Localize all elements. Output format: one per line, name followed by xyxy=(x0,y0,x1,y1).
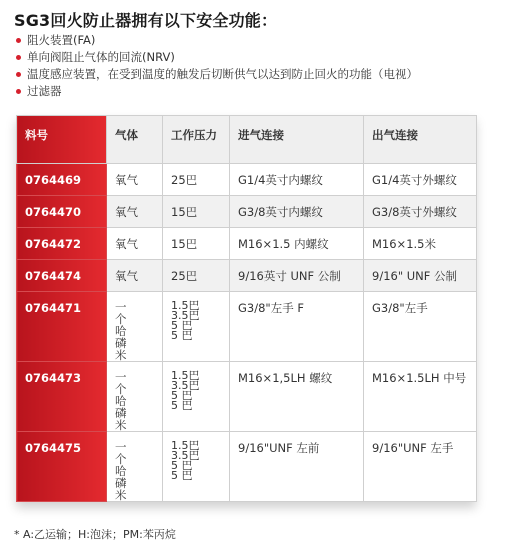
pressure-value: 5 巴 xyxy=(171,389,193,402)
part-number-cell: 0764471 xyxy=(17,292,107,362)
gas-vertical-text: 一个哈磷米 xyxy=(115,370,127,432)
pressure-value: 5 巴 xyxy=(171,469,193,482)
outlet-cell: 9/16" UNF 公制 xyxy=(364,260,477,292)
column-header-inlet: 进气连接 xyxy=(230,116,364,164)
gas-vertical-text: 一个哈磷米 xyxy=(115,440,127,502)
outlet-cell: 9/16"UNF 左手 xyxy=(364,432,477,502)
feature-item: 过滤器 xyxy=(14,83,418,100)
pressure-cell: 25巴 xyxy=(163,164,230,196)
feature-list xyxy=(14,32,418,100)
outlet-cell: G1/4英寸外螺纹 xyxy=(364,164,477,196)
feature-item: 阻火装置(FA) xyxy=(14,32,418,49)
gas-cell xyxy=(107,362,163,432)
pressure-value: 5 巴 xyxy=(171,459,193,472)
bullet-icon xyxy=(16,72,21,77)
gas-cell: 氧气 xyxy=(107,164,163,196)
pressure-cell: 25巴 xyxy=(163,260,230,292)
gas-vertical-text: 一个哈磷米 xyxy=(115,300,127,362)
inlet-cell: G3/8"左手 F xyxy=(230,292,364,362)
outlet-cell: G3/8"左手 xyxy=(364,292,477,362)
pressure-value: 1.5巴 xyxy=(171,299,200,312)
feature-item: 温度感应装置，在受到温度的触发后切断供气以达到防止回火的功能（电视） xyxy=(14,66,418,83)
pressure-value: 3.5巴 xyxy=(171,309,200,322)
page-title: SG3回火防止器拥有以下安全功能： xyxy=(14,11,278,30)
pressure-cell xyxy=(163,362,230,432)
pressure-cell: 15巴 xyxy=(163,228,230,260)
inlet-cell: M16×1,5LH 螺纹 xyxy=(230,362,364,432)
feature-item: 单向阀阻止气体的回流(NRV) xyxy=(14,49,418,66)
gas-cell: 氧气 xyxy=(107,228,163,260)
part-number-cell: 0764469 xyxy=(17,164,107,196)
column-header-gas: 气体 xyxy=(107,116,163,164)
bullet-icon xyxy=(16,89,21,94)
pressure-value: 3.5巴 xyxy=(171,379,200,392)
spec-table-container xyxy=(16,115,476,502)
inlet-cell: M16×1.5 内螺纹 xyxy=(230,228,364,260)
pressure-value: 5 巴 xyxy=(171,399,193,412)
footnote: * A:乙运输；H:泡沫；PM:苯丙烷 xyxy=(14,528,176,541)
part-number-cell: 0764470 xyxy=(17,196,107,228)
pressure-value: 3.5巴 xyxy=(171,449,200,462)
column-header-outlet: 出气连接 xyxy=(364,116,477,164)
part-number-cell: 0764474 xyxy=(17,260,107,292)
table-row xyxy=(17,362,477,432)
pressure-value: 1.5巴 xyxy=(171,369,200,382)
pressure-cell xyxy=(163,432,230,502)
part-number-cell: 0764475 xyxy=(17,432,107,502)
gas-cell xyxy=(107,292,163,362)
bullet-icon xyxy=(16,38,21,43)
spec-table xyxy=(16,115,477,502)
outlet-cell: G3/8英寸外螺纹 xyxy=(364,196,477,228)
part-number-cell: 0764473 xyxy=(17,362,107,432)
table-row xyxy=(17,196,477,228)
pressure-value: 5 巴 xyxy=(171,329,193,342)
outlet-cell: M16×1.5LH 中号 xyxy=(364,362,477,432)
table-row xyxy=(17,432,477,502)
table-row xyxy=(17,228,477,260)
pressure-value: 5 巴 xyxy=(171,319,193,332)
pressure-cell: 15巴 xyxy=(163,196,230,228)
table-row xyxy=(17,164,477,196)
table-header-row xyxy=(17,116,477,164)
pressure-cell xyxy=(163,292,230,362)
column-header-part-number: 料号 xyxy=(17,116,107,164)
gas-cell xyxy=(107,432,163,502)
gas-cell: 氧气 xyxy=(107,196,163,228)
column-header-pressure: 工作压力 xyxy=(163,116,230,164)
bullet-icon xyxy=(16,55,21,60)
outlet-cell: M16×1.5米 xyxy=(364,228,477,260)
table-row xyxy=(17,292,477,362)
table-row xyxy=(17,260,477,292)
inlet-cell: G1/4英寸内螺纹 xyxy=(230,164,364,196)
inlet-cell: G3/8英寸内螺纹 xyxy=(230,196,364,228)
pressure-value: 1.5巴 xyxy=(171,439,200,452)
part-number-cell: 0764472 xyxy=(17,228,107,260)
inlet-cell: 9/16"UNF 左前 xyxy=(230,432,364,502)
inlet-cell: 9/16英寸 UNF 公制 xyxy=(230,260,364,292)
gas-cell: 氧气 xyxy=(107,260,163,292)
